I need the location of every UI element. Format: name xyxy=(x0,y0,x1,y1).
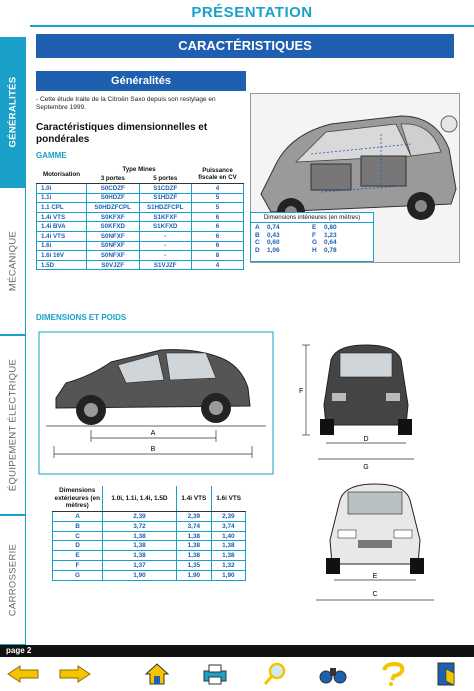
front-view-diagram xyxy=(300,478,450,612)
gamme-table xyxy=(36,165,244,270)
arrow-left-icon xyxy=(6,664,40,684)
label-g: G xyxy=(363,464,369,471)
table-cell: 1,38 xyxy=(211,541,245,551)
label-d: D xyxy=(363,436,369,443)
table-cell: S1CDZF xyxy=(139,184,192,194)
sidebar-item-mecanique[interactable] xyxy=(0,187,26,335)
table-row xyxy=(37,231,244,241)
table-row xyxy=(37,241,244,251)
interior-dimensions-grid xyxy=(251,223,373,255)
interior-dimension-key: G xyxy=(312,239,318,247)
table-cell: A xyxy=(53,511,103,521)
table-cell: 1,38 xyxy=(176,551,211,561)
table-cell: - xyxy=(139,251,192,261)
interior-dimension-value: 0,43 xyxy=(267,231,280,239)
interior-dimension-value: 0,80 xyxy=(324,224,337,231)
interior-dimension-item xyxy=(312,224,369,232)
table-cell: S0KFXD xyxy=(87,222,140,232)
search-icon xyxy=(262,662,288,686)
dimensional-heading: Caractéristiques dimensionnelles et pondérales xyxy=(36,122,208,145)
rear-view-diagram xyxy=(296,335,436,475)
side-view-diagram xyxy=(36,328,276,478)
table-cell: S1KFXD xyxy=(139,222,192,232)
table-cell: 4 xyxy=(192,260,244,270)
table-cell: 2,39 xyxy=(103,511,177,521)
interior-dimension-value: 0,74 xyxy=(267,224,280,231)
interior-dimension-item xyxy=(255,224,312,232)
interior-dimension-item xyxy=(255,232,312,240)
exit-icon xyxy=(434,661,460,687)
help-icon xyxy=(378,662,408,686)
table-cell: S0VJZF xyxy=(87,260,140,270)
table-cell: 1,90 xyxy=(176,571,211,581)
section-banner: CARACTÉRISTIQUES xyxy=(36,34,454,58)
table-cell: D xyxy=(53,541,103,551)
col-5-portes: 5 portes xyxy=(139,174,192,184)
table-cell: S0KFXF xyxy=(87,212,140,222)
table-cell: 1.1 CPL xyxy=(37,203,87,213)
label-a: A xyxy=(150,430,156,437)
side-view-svg xyxy=(36,328,276,478)
table-cell: 1.4i VTS xyxy=(37,231,87,241)
dimensions-poids-heading: DIMENSIONS ET POIDS xyxy=(36,313,127,322)
table-cell: 1,38 xyxy=(211,551,245,561)
interior-dimension-key: F xyxy=(312,231,316,239)
table-cell: 1,37 xyxy=(103,561,177,571)
table-cell: 1,38 xyxy=(103,551,177,561)
bottom-toolbar xyxy=(0,657,474,691)
exit-button[interactable] xyxy=(430,661,464,687)
table-row xyxy=(37,222,244,232)
sidebar-item-carrosserie[interactable] xyxy=(0,515,26,645)
table-cell: 3,72 xyxy=(103,521,177,531)
title-rule xyxy=(30,25,474,27)
page-bar xyxy=(0,645,474,657)
table-row xyxy=(53,571,246,581)
interior-dimension-key: C xyxy=(255,239,260,247)
forward-button[interactable] xyxy=(58,661,92,687)
help-button[interactable] xyxy=(376,661,410,687)
table-cell: 1,38 xyxy=(176,541,211,551)
intro-note: - Cette étude traite de la Citroën Saxo depuis son restylage en Septembre 1999. xyxy=(36,96,216,111)
interior-dimension-key: E xyxy=(312,224,317,231)
table-cell: 1,38 xyxy=(103,541,177,551)
table-cell: G xyxy=(53,571,103,581)
table-cell: 2,39 xyxy=(176,511,211,521)
interior-dimensions-box xyxy=(250,212,374,262)
table-row xyxy=(53,561,246,571)
sidebar-item-generalites[interactable] xyxy=(0,37,26,187)
sidebar-item-label: CARROSSERIE xyxy=(7,543,18,617)
table-cell: 6 xyxy=(192,241,244,251)
sidebar-item-label: MÉCANIQUE xyxy=(7,230,18,292)
table-cell: S0HDZFCPL xyxy=(87,203,140,213)
table-row xyxy=(37,184,244,194)
interior-dimension-key: H xyxy=(312,246,317,254)
page-number: page 2 xyxy=(6,646,32,655)
table-cell: 1,38 xyxy=(176,531,211,541)
col-motorisation: Motorisation xyxy=(37,165,87,184)
home-button[interactable] xyxy=(140,661,174,687)
generalites-banner: Généralités xyxy=(36,71,246,91)
sidebar xyxy=(0,37,26,645)
table-cell: 1,90 xyxy=(211,571,245,581)
table-row xyxy=(53,541,246,551)
table-cell: 4 xyxy=(192,184,244,194)
table-cell: 1,40 xyxy=(211,531,245,541)
table-cell: 1,35 xyxy=(176,561,211,571)
table-cell: 1,38 xyxy=(103,531,177,541)
back-button[interactable] xyxy=(6,661,40,687)
table-cell: S0NFXF xyxy=(87,241,140,251)
front-view-svg xyxy=(300,478,450,612)
print-button[interactable] xyxy=(198,661,232,687)
table-cell: 5 xyxy=(192,193,244,203)
col-model-16-vts: 1.6i VTS xyxy=(211,486,245,511)
col-model-14-vts: 1.4i VTS xyxy=(176,486,211,511)
table-row xyxy=(37,260,244,270)
page-title: PRÉSENTATION xyxy=(191,4,313,21)
col-dimensions: Dimensions extérieures (en mètres) xyxy=(53,486,103,511)
table-row xyxy=(37,203,244,213)
gamme-heading: GAMME xyxy=(36,151,67,160)
sidebar-item-label: ÉQUIPEMENT ÉLECTRIQUE xyxy=(7,358,18,492)
sidebar-item-equipement-electrique[interactable] xyxy=(0,335,26,515)
table-cell: F xyxy=(53,561,103,571)
interior-dimension-item xyxy=(255,247,312,255)
binoculars-icon xyxy=(318,662,348,686)
table-row xyxy=(37,251,244,261)
table-cell: 3,74 xyxy=(176,521,211,531)
table-cell: S0NFXF xyxy=(87,251,140,261)
interior-dimensions-title: Dimensions intérieures (en mètres) xyxy=(251,213,373,223)
table-row xyxy=(53,521,246,531)
sidebar-item-label: GÉNÉRALITÉS xyxy=(7,76,18,148)
print-icon xyxy=(201,662,229,686)
col-type-mines: Type Mines xyxy=(87,165,192,174)
table-cell: 1,90 xyxy=(103,571,177,581)
table-cell: 1.6i 16V xyxy=(37,251,87,261)
table-row xyxy=(53,551,246,561)
interior-dimension-key: B xyxy=(255,231,260,239)
table-cell: S0NFXF xyxy=(87,231,140,241)
table-cell: 6 xyxy=(192,212,244,222)
label-f: F xyxy=(299,388,304,395)
table-cell: C xyxy=(53,531,103,541)
table-row xyxy=(37,212,244,222)
interior-dimension-item xyxy=(312,247,369,255)
interior-dimension-value: 0,78 xyxy=(324,246,337,254)
table-cell: - xyxy=(139,241,192,251)
col-model-base: 1.0i, 1.1i, 1.4i, 1.5D xyxy=(103,486,177,511)
table-cell: 1.1i xyxy=(37,193,87,203)
arrow-right-icon xyxy=(58,664,92,684)
table-cell: E xyxy=(53,551,103,561)
table-cell: 1.6i xyxy=(37,241,87,251)
table-cell: S1HDZF xyxy=(139,193,192,203)
col-3-portes: 3 portes xyxy=(87,174,140,184)
table-cell: 1.5D xyxy=(37,260,87,270)
table-cell: 1.0i xyxy=(37,184,87,194)
table-cell: S0CDZF xyxy=(87,184,140,194)
table-row xyxy=(37,193,244,203)
table-row xyxy=(53,531,246,541)
interior-dimension-value: 1,06 xyxy=(267,246,280,254)
table-cell: 1,32 xyxy=(211,561,245,571)
label-e: E xyxy=(372,573,378,580)
table-cell: 3,74 xyxy=(211,521,245,531)
dimensions-table xyxy=(52,486,246,581)
table-cell: 6 xyxy=(192,222,244,232)
rear-view-svg xyxy=(296,335,436,475)
binoculars-button[interactable] xyxy=(316,661,350,687)
label-c: C xyxy=(372,591,378,598)
label-b: B xyxy=(150,446,156,453)
col-puissance: Puissance fiscale en CV xyxy=(192,165,244,184)
interior-dimension-value: 0,60 xyxy=(267,239,280,247)
table-cell: S0HDZF xyxy=(87,193,140,203)
interior-dimension-item xyxy=(255,239,312,247)
table-cell: 6 xyxy=(192,231,244,241)
table-row xyxy=(53,511,246,521)
search-button[interactable] xyxy=(258,661,292,687)
table-cell: 5 xyxy=(192,203,244,213)
table-cell: B xyxy=(53,521,103,531)
home-icon xyxy=(144,662,170,686)
interior-dimension-key: A xyxy=(255,224,260,231)
table-cell: S1VJZF xyxy=(139,260,192,270)
interior-dimension-value: 1,23 xyxy=(324,231,337,239)
interior-dimension-item xyxy=(312,232,369,240)
table-cell: 1.4i BVA xyxy=(37,222,87,232)
table-cell: 8 xyxy=(192,251,244,261)
interior-dimension-key: D xyxy=(255,246,260,254)
interior-dimension-item xyxy=(312,239,369,247)
table-cell: 2,39 xyxy=(211,511,245,521)
table-cell: - xyxy=(139,231,192,241)
table-cell: 1.4i VTS xyxy=(37,212,87,222)
interior-dimension-value: 0,64 xyxy=(324,239,337,247)
table-cell: S1HDZFCPL xyxy=(139,203,192,213)
table-cell: S1KFXF xyxy=(139,212,192,222)
